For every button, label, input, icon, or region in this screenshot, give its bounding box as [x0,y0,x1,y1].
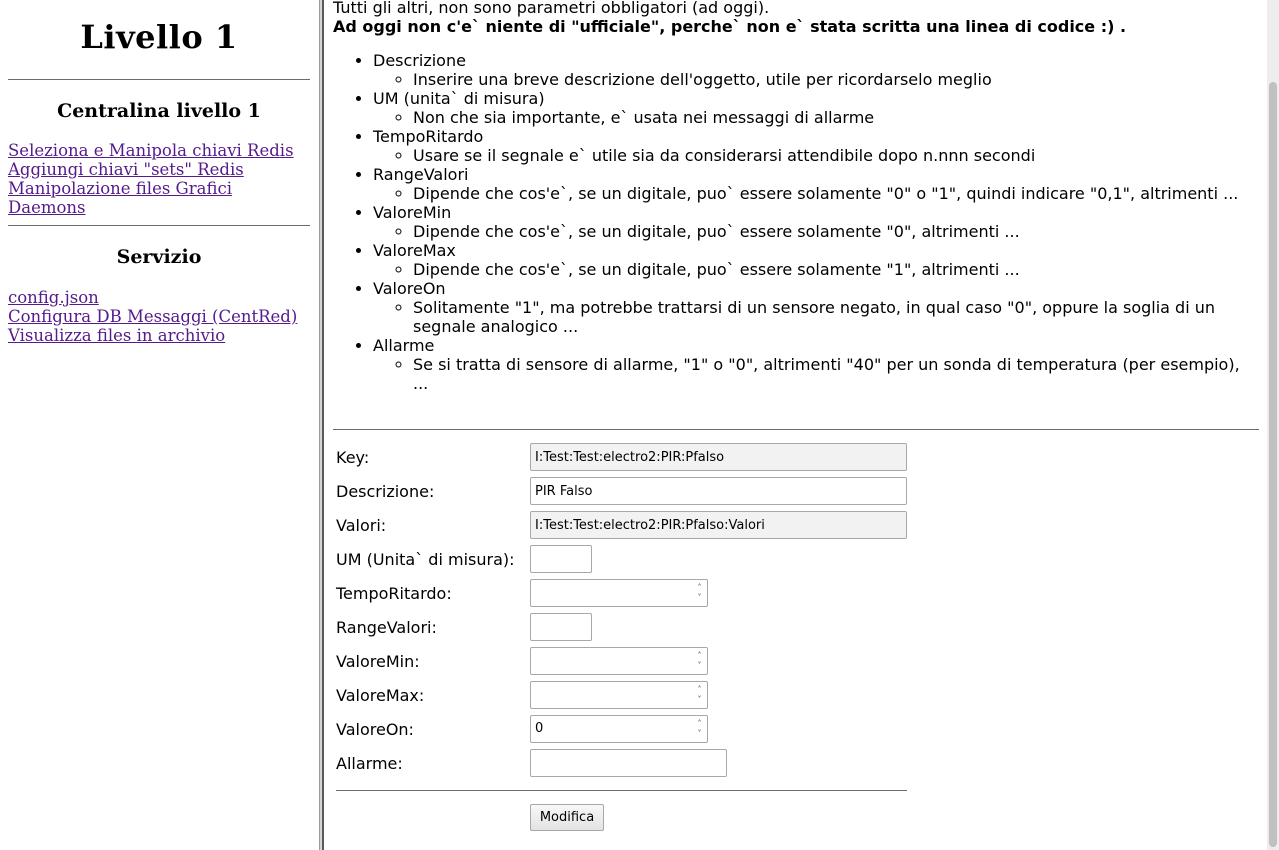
param-name: RangeValori [373,165,469,184]
param-name: TempoRitardo [373,127,484,146]
allarme-field[interactable] [530,749,727,777]
section-heading-centralina: Centralina livello 1 [57,100,261,122]
um-field[interactable] [530,545,592,573]
param-name: ValoreMin [373,203,452,222]
param-name: ValoreMax [373,241,456,260]
valore-max-label: ValoreMax: [336,686,425,705]
key-label: Key: [336,448,370,467]
modifica-button[interactable]: Modifica [530,804,604,831]
link-visualizza-files-archivio[interactable]: Visualizza files in archivio [8,326,226,345]
param-item [373,241,1253,279]
param-desc: ◦ Dipende che cos'e`, se un digitale, puo` essere solamente "0", altrimenti ... [413,222,1253,241]
main-scrollbar[interactable] [1267,0,1279,850]
range-valori-label: RangeValori: [336,618,437,637]
link-manipolazione-files-grafici[interactable]: Manipolazione files Grafici [8,179,232,198]
link-seleziona-chiavi-redis[interactable]: Seleziona e Manipola chiavi Redis [8,141,294,160]
link-configura-db-messaggi[interactable]: Configura DB Messaggi (CentRed) [8,307,298,326]
param-item [373,279,1253,336]
key-field[interactable] [530,443,907,471]
param-name: UM (unita` di misura) [373,89,545,108]
valore-on-number-input[interactable] [530,715,708,743]
param-desc: ◦ Se si tratta di sensore di allarme, "1" o "0", altrimenti "40" per un sonda di temperatura (per esempio), ... [413,355,1253,393]
allarme-label: Allarme: [336,754,403,773]
tempo-ritardo-label: TempoRitardo: [336,584,452,603]
servizio-links [8,288,297,345]
param-desc: ◦ Solitamente "1", ma potrebbe trattarsi di un sensore negato, in qual caso "0", oppure la soglia di un segnale analogico ... [413,298,1253,336]
link-aggiungi-chiavi-sets[interactable]: Aggiungi chiavi "sets" Redis [8,160,244,179]
frame-resize-divider[interactable] [319,0,324,850]
main-content [325,0,1265,850]
sidebar-divider-middle [8,225,310,226]
spinner-arrows-icon[interactable]: ˄ ˅ [697,651,702,670]
valore-on-value: 0 [535,721,544,736]
valori-label: Valori: [336,516,387,535]
valore-min-number-input[interactable] [530,647,708,675]
sidebar-divider-top [8,79,310,80]
param-item [373,127,1253,165]
spinner-arrows-icon[interactable]: ˄ ˅ [697,719,702,738]
form-divider [336,790,907,791]
param-item [373,89,1253,127]
descrizione-field[interactable] [530,477,907,505]
param-desc: ◦ Inserire una breve descrizione dell'oggetto, utile per ricordarselo meglio [413,70,1253,89]
valore-min-label: ValoreMin: [336,652,420,671]
param-item [373,165,1253,203]
param-name: Allarme [373,336,435,355]
valore-max-number-input[interactable] [530,681,708,709]
param-item [373,203,1253,241]
param-desc: ◦ Dipende che cos'e`, se un digitale, puo` essere solamente "0" o "1", quindi indicare "0,1", altrimenti ... [413,184,1253,203]
valori-field[interactable] [530,511,907,539]
range-valori-field[interactable] [530,613,592,641]
param-desc: ◦ Non che sia importante, e` usata nei messaggi di allarme [413,108,1253,127]
sidebar [0,0,318,850]
link-config-json[interactable]: config.json [8,288,99,307]
param-name: Descrizione [373,51,466,70]
spinner-arrows-icon[interactable]: ˄ ˅ [697,685,702,704]
param-desc: ◦ Usare se il segnale e` utile sia da considerarsi attendibile dopo n.nnn secondi [413,146,1253,165]
valore-on-label: ValoreOn: [336,720,414,739]
sidebar-title: Livello 1 [80,18,238,56]
parameter-list [333,51,1253,393]
spinner-arrows-icon[interactable]: ˄ ˅ [697,583,702,602]
scrollbar-thumb[interactable] [1269,82,1277,847]
tempo-ritardo-number-input[interactable] [530,579,708,607]
content-divider [333,429,1259,430]
param-item [373,336,1253,393]
param-name: ValoreOn [373,279,446,298]
param-item [373,51,1253,89]
centralina-links [8,141,294,217]
section-heading-servizio: Servizio [116,246,202,268]
link-daemons[interactable]: Daemons [8,198,86,217]
descrizione-label: Descrizione: [336,482,435,501]
intro-note-bold: Ad oggi non c'e` niente di "ufficiale", perche` non e` stata scritta una linea di codice :) . [333,17,1127,36]
um-label: UM (Unita` di misura): [336,550,515,569]
param-desc: ◦ Dipende che cos'e`, se un digitale, puo` essere solamente "1", altrimenti ... [413,260,1253,279]
intro-text: Tutti gli altri, non sono parametri obbligatori (ad oggi). [333,0,770,17]
